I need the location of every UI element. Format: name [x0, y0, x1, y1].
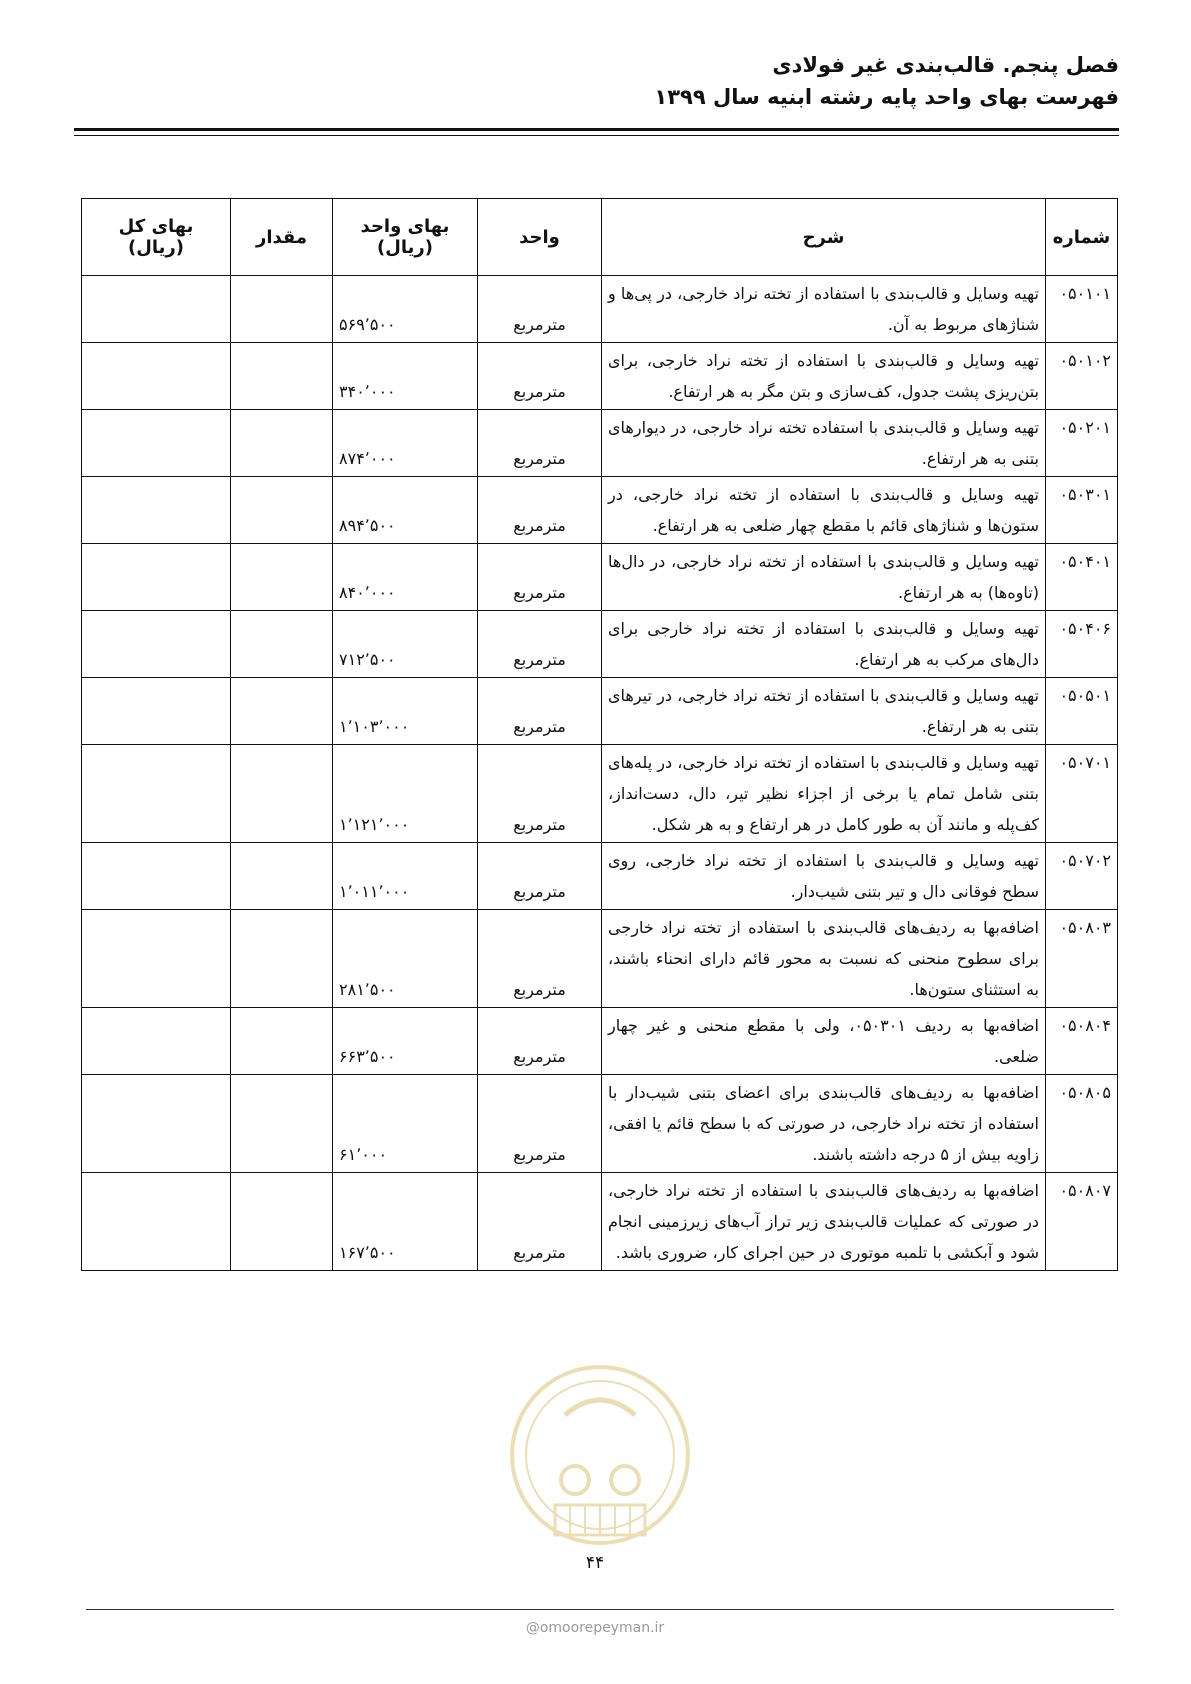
col-header-total-price: بهای کل (ریال): [82, 199, 231, 276]
row-description: تهیه وسایل و قالب‌بندی با استفاده از تخته نراد خارجی، در دال‌ها (تاوه‌ها) به هر ارتفاع.: [602, 544, 1046, 611]
row-total-price: [82, 843, 231, 910]
price-list-title: فهرست بهای واحد پایه رشته ابنیه سال ۱۳۹۹: [654, 85, 1119, 109]
col-header-quantity: مقدار: [231, 199, 333, 276]
table-row: [82, 410, 1118, 477]
row-total-price: [82, 343, 231, 410]
row-unit: مترمربع: [478, 276, 602, 343]
price-table-body: [82, 276, 1118, 1271]
row-unit: مترمربع: [478, 1075, 602, 1173]
row-unit-price: ۶۶۳٬۵۰۰: [333, 1008, 478, 1075]
row-total-price: [82, 410, 231, 477]
row-description: تهیه وسایل و قالب‌بندی با استفاده از تخته نراد خارجی، برای بتن‌ریزی پشت جدول، کف‌سازی و بتن مگر به هر ارتفاع.: [602, 343, 1046, 410]
row-unit-price: ۵۶۹٬۵۰۰: [333, 276, 478, 343]
row-code: ۰۵۰۸۰۳: [1046, 910, 1118, 1008]
row-quantity: [231, 410, 333, 477]
col-header-unit-price: بهای واحد (ریال): [333, 199, 478, 276]
row-total-price: [82, 611, 231, 678]
row-unit-price: ۷۱۲٬۵۰۰: [333, 611, 478, 678]
row-description: تهیه وسایل و قالب‌بندی با استفاده از تخته نراد خارجی، در پله‌های بتنی شامل تمام یا برخی از اجزاء نظیر تیر، دال، دست‌انداز، کف‌پله و مانند آن به طور کامل در هر ارتفاع و به هر شکل.: [602, 745, 1046, 843]
row-description: اضافه‌بها به ردیف ۰۵۰۳۰۱، ولی با مقطع منحنی و غیر چهار ضلعی.: [602, 1008, 1046, 1075]
row-unit: مترمربع: [478, 477, 602, 544]
table-row: [82, 745, 1118, 843]
row-unit: مترمربع: [478, 544, 602, 611]
table-row: [82, 544, 1118, 611]
row-code: ۰۵۰۴۰۶: [1046, 611, 1118, 678]
row-quantity: [231, 343, 333, 410]
row-unit: مترمربع: [478, 843, 602, 910]
row-code: ۰۵۰۲۰۱: [1046, 410, 1118, 477]
table-row: [82, 343, 1118, 410]
table-row: [82, 1008, 1118, 1075]
row-code: ۰۵۰۷۰۱: [1046, 745, 1118, 843]
row-unit-price: ۸۴۰٬۰۰۰: [333, 544, 478, 611]
row-quantity: [231, 910, 333, 1008]
row-description: تهیه وسایل و قالب‌بندی با استفاده از تخته نراد خارجی برای دال‌های مرکب به هر ارتفاع.: [602, 611, 1046, 678]
row-unit: مترمربع: [478, 1008, 602, 1075]
row-code: ۰۵۰۷۰۲: [1046, 843, 1118, 910]
row-total-price: [82, 910, 231, 1008]
row-code: ۰۵۰۸۰۷: [1046, 1173, 1118, 1271]
row-description: اضافه‌بها به ردیف‌های قالب‌بندی با استفاده از تخته نراد خارجی برای سطوح منحنی که نسبت به محور قائم دارای انحناء باشند، به استثنای ستون‌ها.: [602, 910, 1046, 1008]
table-row: [82, 843, 1118, 910]
row-code: ۰۵۰۳۰۱: [1046, 477, 1118, 544]
row-description: اضافه‌بها به ردیف‌های قالب‌بندی با استفاده از تخته نراد خارجی، در صورتی که عملیات قالب‌بندی زیر تراز آب‌های زیرزمینی انجام شود و آبکشی با تلمبه موتوری در حین اجرای کار، ضروری باشد.: [602, 1173, 1046, 1271]
row-unit-price: ۸۹۴٬۵۰۰: [333, 477, 478, 544]
table-row: [82, 477, 1118, 544]
col-header-description: شرح: [602, 199, 1046, 276]
row-quantity: [231, 745, 333, 843]
row-unit: مترمربع: [478, 611, 602, 678]
row-unit-price: ۱٬۱۰۳٬۰۰۰: [333, 678, 478, 745]
row-code: ۰۵۰۱۰۱: [1046, 276, 1118, 343]
row-code: ۰۵۰۵۰۱: [1046, 678, 1118, 745]
row-quantity: [231, 276, 333, 343]
row-unit: مترمربع: [478, 745, 602, 843]
row-unit: مترمربع: [478, 678, 602, 745]
chapter-title: فصل پنجم. قالب‌بندی غیر فولادی: [772, 53, 1119, 77]
row-quantity: [231, 611, 333, 678]
website-watermark: @omoorepeyman.ir: [525, 1620, 665, 1636]
row-description: تهیه وسایل و قالب‌بندی با استفاده از تخته نراد خارجی، در تیرهای بتنی به هر ارتفاع.: [602, 678, 1046, 745]
row-code: ۰۵۰۴۰۱: [1046, 544, 1118, 611]
row-quantity: [231, 477, 333, 544]
page-header: [72, 50, 1119, 112]
row-total-price: [82, 276, 231, 343]
row-total-price: [82, 745, 231, 843]
row-unit-price: ۸۷۴٬۰۰۰: [333, 410, 478, 477]
row-unit-price: ۶۱٬۰۰۰: [333, 1075, 478, 1173]
row-unit-price: ۱۶۷٬۵۰۰: [333, 1173, 478, 1271]
row-description: اضافه‌بها به ردیف‌های قالب‌بندی برای اعضای بتنی شیب‌دار با استفاده از تخته نراد خارجی، در صورتی که با سطح قائم یا افقی، زاویه بیش از ۵ درجه داشته باشند.: [602, 1075, 1046, 1173]
table-header-row: [82, 199, 1118, 276]
row-code: ۰۵۰۱۰۲: [1046, 343, 1118, 410]
row-quantity: [231, 678, 333, 745]
row-total-price: [82, 1075, 231, 1173]
table-row: [82, 276, 1118, 343]
col-header-code: شماره: [1046, 199, 1118, 276]
table-row: [82, 1075, 1118, 1173]
price-table: [81, 198, 1118, 1271]
row-unit-price: ۱٬۰۱۱٬۰۰۰: [333, 843, 478, 910]
header-rule-thick: [74, 128, 1119, 131]
row-quantity: [231, 544, 333, 611]
row-unit: مترمربع: [478, 1173, 602, 1271]
col-header-unit: واحد: [478, 199, 602, 276]
row-unit-price: ۱٬۱۲۱٬۰۰۰: [333, 745, 478, 843]
row-description: تهیه وسایل و قالب‌بندی با استفاده تخته نراد خارجی، در دیوارهای بتنی به هر ارتفاع.: [602, 410, 1046, 477]
row-code: ۰۵۰۸۰۵: [1046, 1075, 1118, 1173]
table-row: [82, 1173, 1118, 1271]
row-code: ۰۵۰۸۰۴: [1046, 1008, 1118, 1075]
table-row: [82, 910, 1118, 1008]
row-total-price: [82, 477, 231, 544]
row-description: تهیه وسایل و قالب‌بندی با استفاده از تخته نراد خارجی، روی سطح فوقانی دال و تیر بتنی شیب‌دار.: [602, 843, 1046, 910]
row-quantity: [231, 1075, 333, 1173]
row-quantity: [231, 843, 333, 910]
footer-rule: [86, 1609, 1114, 1610]
row-unit-price: ۳۴۰٬۰۰۰: [333, 343, 478, 410]
table-row: [82, 611, 1118, 678]
row-description: تهیه وسایل و قالب‌بندی با استفاده از تخته نراد خارجی، در پی‌ها و شناژهای مربوط به آن.: [602, 276, 1046, 343]
row-unit: مترمربع: [478, 343, 602, 410]
row-quantity: [231, 1173, 333, 1271]
row-description: تهیه وسایل و قالب‌بندی با استفاده از تخته نراد خارجی، در ستون‌ها و شناژهای قائم با مقطع چهار ضلعی به هر ارتفاع.: [602, 477, 1046, 544]
page-number: ۴۴: [585, 1553, 605, 1573]
row-total-price: [82, 678, 231, 745]
row-quantity: [231, 1008, 333, 1075]
row-unit-price: ۲۸۱٬۵۰۰: [333, 910, 478, 1008]
table-row: [82, 678, 1118, 745]
row-unit: مترمربع: [478, 410, 602, 477]
row-unit: مترمربع: [478, 910, 602, 1008]
row-total-price: [82, 1008, 231, 1075]
row-total-price: [82, 1173, 231, 1271]
header-rule-thin: [74, 135, 1119, 136]
row-total-price: [82, 544, 231, 611]
